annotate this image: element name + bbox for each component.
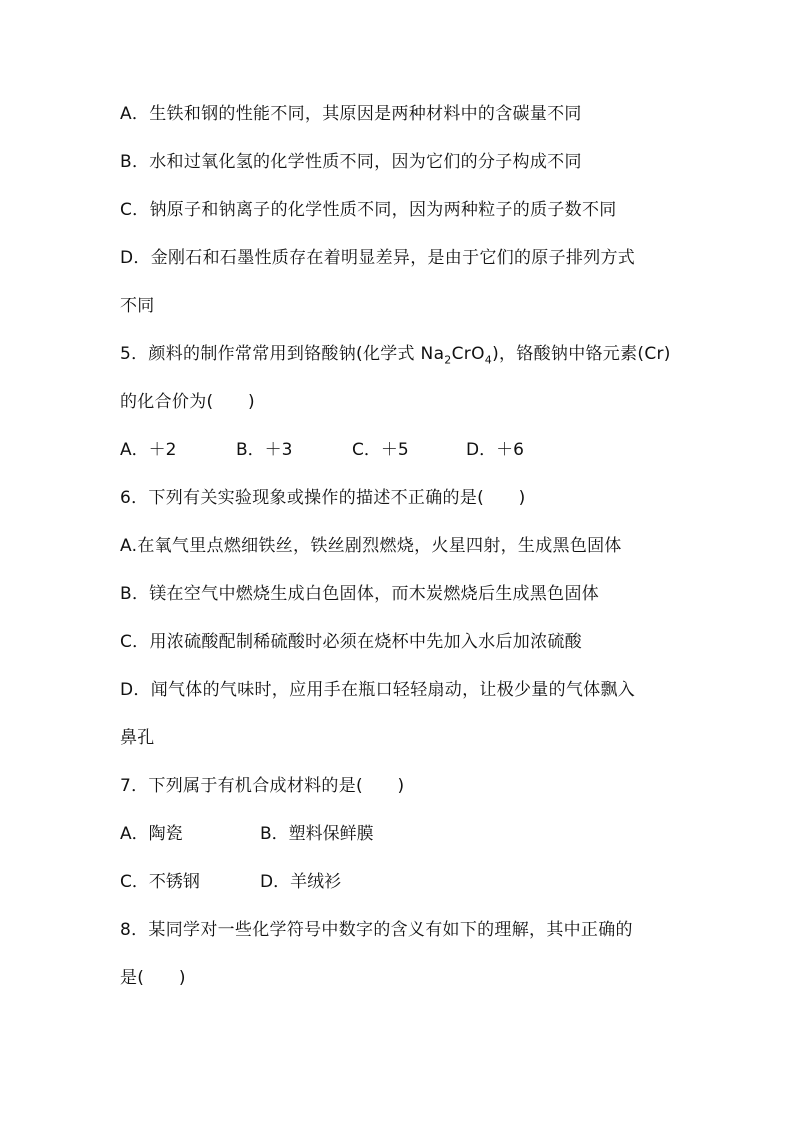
q6-stem: 6．下列有关实验现象或操作的描述不正确的是( ) bbox=[120, 488, 526, 508]
q5-stem-line1 bbox=[120, 342, 680, 366]
q6-option-a: A.在氧气里点燃细铁丝，铁丝剧烈燃烧，火星四射，生成黑色固体 bbox=[120, 536, 622, 556]
q5-stem-line2: 的化合价为( ) bbox=[120, 392, 255, 412]
q7-options-row2 bbox=[120, 870, 341, 894]
q7-option-c: C．不锈钢 bbox=[120, 872, 200, 892]
q7-options-row1 bbox=[120, 822, 374, 846]
q4-option-d-line1: D．金刚石和石墨性质存在着明显差异，是由于它们的原子排列方式 bbox=[120, 248, 636, 268]
q5-stem-part3: )，铬酸钠中铬元素(Cr) bbox=[492, 344, 671, 364]
q6-option-d-line1: D．闻气体的气味时，应用手在瓶口轻轻扇动，让极少量的气体飘入 bbox=[120, 680, 636, 700]
q4-option-b: B．水和过氧化氢的化学性质不同，因为它们的分子构成不同 bbox=[120, 152, 582, 172]
q8-stem-line2: 是( ) bbox=[120, 968, 186, 988]
q4-option-a: A．生铁和钢的性能不同，其原因是两种材料中的含碳量不同 bbox=[120, 104, 582, 124]
q5-subscript-2: 4 bbox=[484, 353, 493, 367]
q5-stem-part1: 5．颜料的制作常常用到铬酸钠(化学式 Na bbox=[120, 344, 445, 364]
q8-stem-line1: 8．某同学对一些化学符号中数字的含义有如下的理解，其中正确的 bbox=[120, 920, 633, 940]
q4-option-d-line2: 不同 bbox=[120, 296, 155, 316]
q5-options bbox=[120, 438, 524, 462]
q5-option-a: A．＋2 bbox=[120, 440, 177, 460]
q7-option-a: A．陶瓷 bbox=[120, 824, 183, 844]
q7-option-d: D．羊绒衫 bbox=[260, 872, 342, 892]
q6-option-b: B．镁在空气中燃烧生成白色固体，而木炭燃烧后生成黑色固体 bbox=[120, 584, 600, 604]
q6-option-c: C．用浓硫酸配制稀硫酸时必须在烧杯中先加入水后加浓硫酸 bbox=[120, 632, 582, 652]
q7-stem: 7．下列属于有机合成材料的是( ) bbox=[120, 776, 405, 796]
q6-option-d-line2: 鼻孔 bbox=[120, 728, 155, 748]
q5-option-c: C．＋5 bbox=[352, 440, 409, 460]
q5-stem-part2: CrO bbox=[451, 344, 485, 364]
q4-option-c: C．钠原子和钠离子的化学性质不同，因为两种粒子的质子数不同 bbox=[120, 200, 617, 220]
q5-option-d: D．＋6 bbox=[466, 440, 524, 460]
q7-option-b: B．塑料保鲜膜 bbox=[260, 824, 374, 844]
q5-subscript-1: 2 bbox=[444, 353, 452, 367]
q5-option-b: B．＋3 bbox=[236, 440, 293, 460]
